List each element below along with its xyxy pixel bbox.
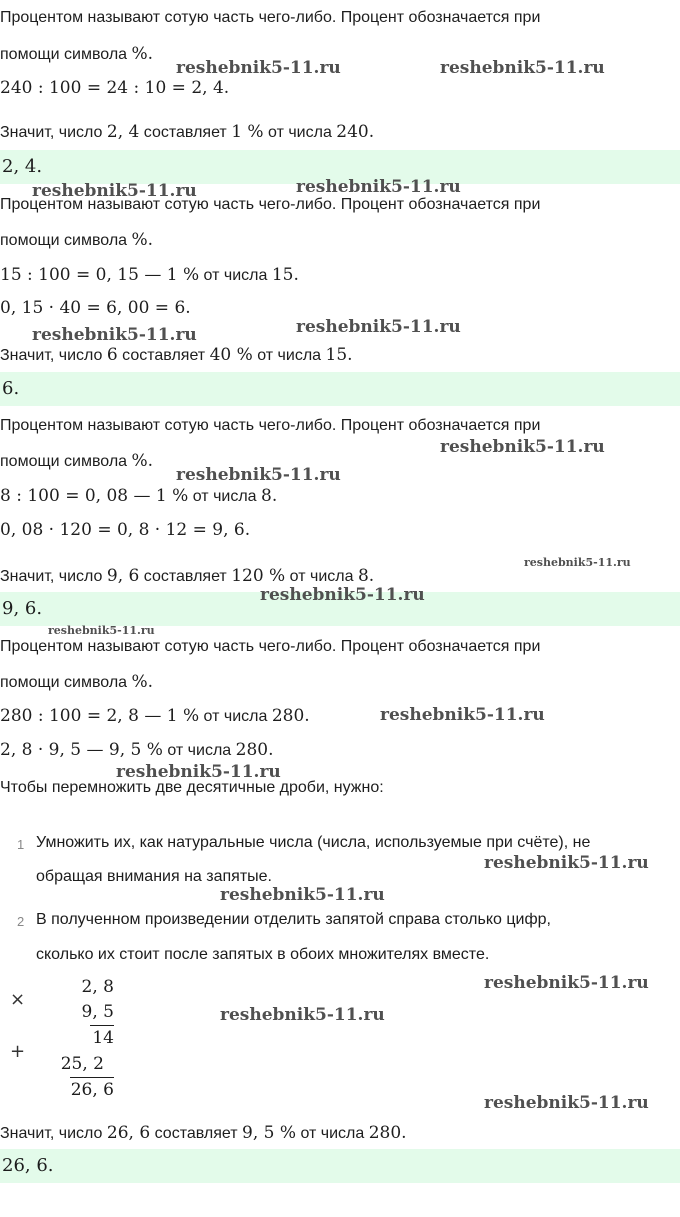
intro-line-2: помощи символа %. [0, 44, 154, 64]
watermark: reshebnik5-11.ru [220, 1005, 385, 1025]
watermark: reshebnik5-11.ru [440, 437, 605, 457]
partial-product-1: 14 [92, 1028, 114, 1048]
answer-value: 9, 6. [2, 598, 43, 619]
math-step-2: 0, 08 · 120 = 0, 8 · 12 = 9, 6. [0, 520, 251, 540]
rule-intro: Чтобы перемножить две десятичные дроби, нужно: [0, 779, 384, 796]
watermark: reshebnik5-11.ru [176, 58, 341, 78]
product-result: 26, 6 [70, 1080, 114, 1100]
watermark: reshebnik5-11.ru [220, 885, 385, 905]
plus-sign: + [10, 1041, 26, 1062]
intro-line-2: помощи символа %. [0, 672, 154, 692]
watermark: reshebnik5-11.ru [48, 624, 155, 637]
intro-line-1: Процентом называют сотую часть чего-либо. Процент обозначается при [0, 638, 541, 655]
watermark: reshebnik5-11.ru [32, 325, 197, 345]
list-number: 1 [17, 837, 25, 852]
watermark: reshebnik5-11.ru [440, 58, 605, 78]
intro-line-1: Процентом называют сотую часть чего-либо. Процент обозначается при [0, 9, 541, 26]
math-step-1: 240 : 100 = 24 : 10 = 2, 4. [0, 78, 230, 98]
answer-box [0, 1149, 680, 1183]
intro-line-1: Процентом называют сотую часть чего-либо. Процент обозначается при [0, 417, 541, 434]
conclusion: Значит, число 9, 6 составляет 120 % от числа 8. [0, 566, 375, 586]
math-step-2: 0, 15 · 40 = 6, 00 = 6. [0, 298, 191, 318]
intro-line-2: помощи символа %. [0, 230, 154, 250]
watermark: reshebnik5-11.ru [380, 705, 545, 725]
intro-line-2: помощи символа %. [0, 451, 154, 471]
conclusion: Значит, число 26, 6 составляет 9, 5 % от числа 280. [0, 1123, 407, 1143]
watermark: reshebnik5-11.ru [296, 317, 461, 337]
math-step-1: 15 : 100 = 0, 15 — 1 % от числа 15. [0, 265, 299, 285]
answer-value: 2, 4. [2, 156, 43, 177]
watermark: reshebnik5-11.ru [484, 973, 649, 993]
multiplier: 9, 5 [81, 1002, 114, 1022]
watermark: reshebnik5-11.ru [176, 465, 341, 485]
watermark: reshebnik5-11.ru [32, 181, 197, 201]
watermark: reshebnik5-11.ru [484, 853, 649, 873]
watermark: reshebnik5-11.ru [260, 585, 425, 605]
math-step-1: 280 : 100 = 2, 8 — 1 % от числа 280. [0, 706, 310, 726]
list-item-line: В полученном произведении отделить запятой справа столько цифр, [36, 911, 551, 928]
math-step-2: 2, 8 · 9, 5 — 9, 5 % от числа 280. [0, 740, 274, 760]
watermark: reshebnik5-11.ru [296, 177, 461, 197]
intro-line-1: Процентом называют сотую часть чего-либо. Процент обозначается при [0, 196, 541, 213]
rule-line [70, 1077, 114, 1078]
rule-line [90, 1025, 114, 1026]
multiply-sign: × [10, 989, 26, 1010]
answer-box [0, 372, 680, 406]
answer-value: 26, 6. [2, 1155, 54, 1176]
conclusion: Значит, число 2, 4 составляет 1 % от числа 240. [0, 122, 375, 142]
list-number: 2 [17, 914, 25, 929]
list-item-line: Умножить их, как натуральные числа (числа, используемые при счёте), не [36, 834, 591, 851]
multiplicand: 2, 8 [81, 977, 114, 997]
list-item-line: сколько их стоит после запятых в обоих множителях вместе. [36, 946, 490, 963]
partial-product-2: 25, 2 [60, 1054, 104, 1074]
conclusion: Значит, число 6 составляет 40 % от числа 15. [0, 345, 353, 365]
watermark: reshebnik5-11.ru [116, 762, 281, 782]
math-step-1: 8 : 100 = 0, 08 — 1 % от числа 8. [0, 486, 278, 506]
watermark: reshebnik5-11.ru [524, 556, 631, 569]
answer-value: 6. [2, 378, 20, 399]
watermark: reshebnik5-11.ru [484, 1093, 649, 1113]
list-item-line: обращая внимания на запятые. [36, 868, 272, 885]
